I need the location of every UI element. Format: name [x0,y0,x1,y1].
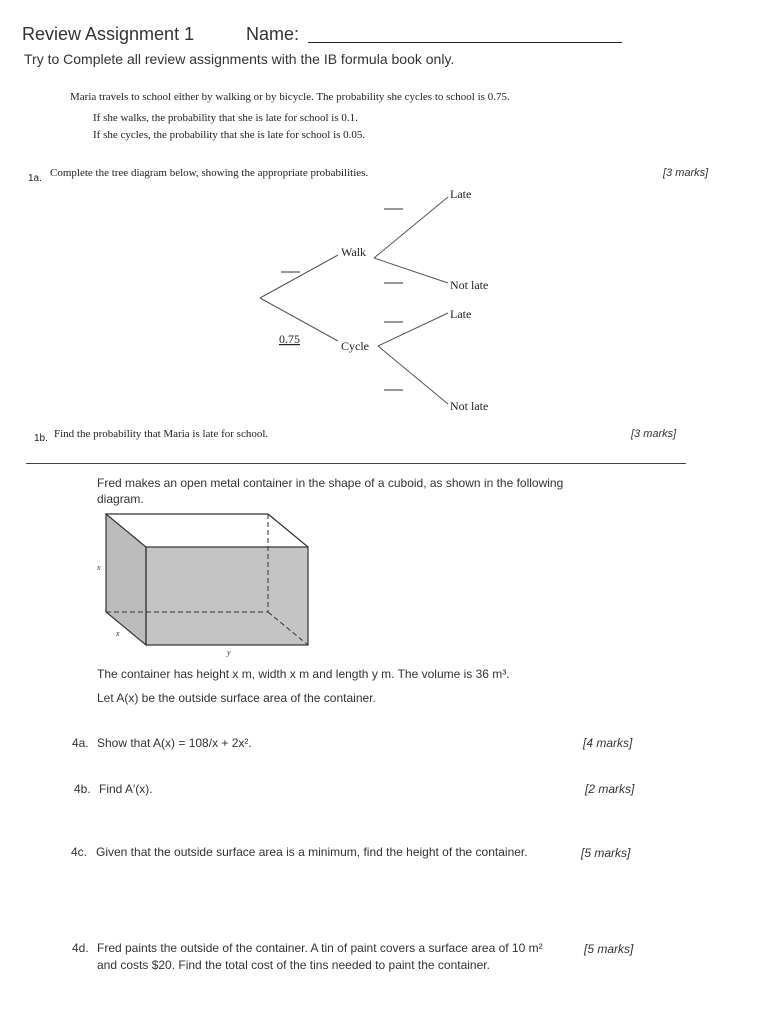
q4a-marks: [4 marks] [583,736,633,750]
q4d-number: 4d. [72,941,89,955]
page-title: Review Assignment 1 [22,24,195,44]
name-label: Name: [246,24,300,44]
q4c-text: Given that the outside surface area is a minimum, find the height of the container. [96,845,528,859]
q4c-number: 4c. [71,845,88,859]
cuboid-left-face [106,514,146,645]
q4b-number: 4b. [74,782,91,796]
q1-condition-cycle: If she cycles, the probability that she is late for school is 0.05. [93,129,366,141]
node-walk: Walk [341,245,367,259]
q4-intro-line1: Fred makes an open metal container in the shape of a cuboid, as shown in the following [97,476,564,490]
cycle-probability: 0.75 [279,332,300,346]
q4d-text-line1: Fred paints the outside of the container. A tin of paint covers a surface area of 10 m² [97,941,543,955]
q4d-text-line2: and costs $20. Find the total cost of the tins needed to paint the container. [97,958,490,972]
q1-condition-walk: If she walks, the probability that she is late for school is 0.1. [93,112,358,124]
q4a-text: Show that A(x) = 108/x + 2x². [97,736,252,750]
label-height-x: x [97,563,101,572]
node-cycle-not-late: Not late [450,399,489,413]
q4-surface-area-text: Let A(x) be the outside surface area of the container. [97,691,376,705]
q1-intro: Maria travels to school either by walking or by bicycle. The probability she cycles to school is 0.75. [70,91,510,103]
q4a-number: 4a. [72,736,89,750]
instruction-text: Try to Complete all review assignments with the IB formula book only. [24,51,455,67]
q1a-text: Complete the tree diagram below, showing the appropriate probabilities. [50,167,369,179]
q4b-marks: [2 marks] [585,782,635,796]
q4d-marks: [5 marks] [584,942,634,956]
node-walk-late: Late [450,187,472,201]
cuboid-front-face [146,547,308,645]
label-length-y: y [227,648,231,657]
q1b-marks: [3 marks] [631,428,677,440]
label-width-x: x [116,629,120,638]
q1b-text: Find the probability that Maria is late for school. [54,428,269,440]
node-cycle: Cycle [341,339,369,353]
q4c-marks: [5 marks] [581,846,631,860]
q4b-text: Find A′(x). [99,782,153,796]
node-walk-not-late: Not late [450,278,489,292]
q1b-number: 1b. [34,433,48,444]
node-cycle-late: Late [450,307,472,321]
q4-intro-line2: diagram. [97,492,144,506]
q1a-number: 1a. [28,173,42,184]
q1a-marks: [3 marks] [663,167,709,179]
q4-dimensions-text: The container has height x m, width x m and length y m. The volume is 36 m³. [97,667,510,681]
